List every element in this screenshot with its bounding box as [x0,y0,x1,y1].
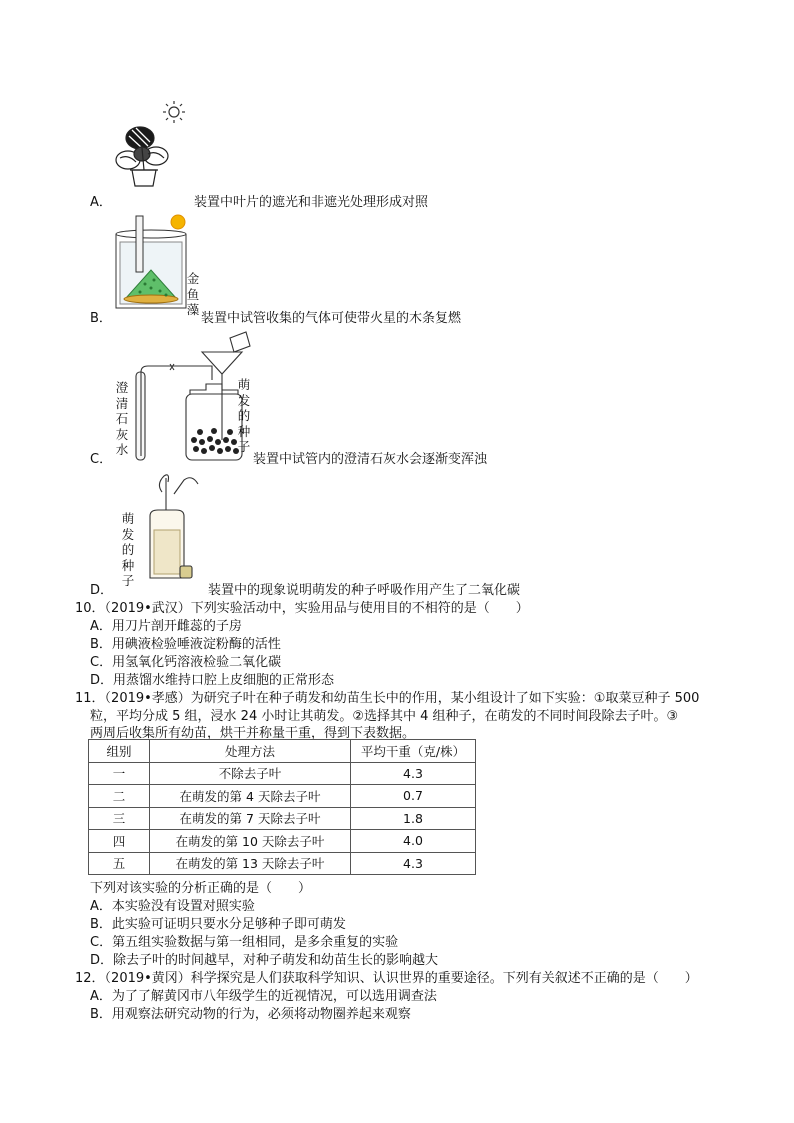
table-cell: 一 [89,762,150,785]
q11-question: 下列对该实验的分析正确的是（ ） [90,881,312,896]
q11-option-d: D．除去子叶的时间越早，对种子萌发和幼苗生长的影响越大 [90,953,439,968]
lime-water-label: 澄清石灰水 [115,380,129,457]
results-table [88,739,476,875]
q10-stem: 10．（2019•武汉）下列实验活动中，实验用品与使用目的不相符的是（ ） [75,601,529,616]
plant-shading-illustration [112,98,192,190]
q11-stem-line3: 两周后收集所有幼苗，烘干并称量干重，得到下表数据。 [90,726,416,741]
table-cell: 4.0 [351,830,476,853]
table-row [89,830,476,853]
table-row [89,807,476,830]
table-cell: 0.7 [351,785,476,808]
table-cell: 不除去子叶 [150,762,351,785]
q11-option-a: A．本实验没有设置对照实验 [90,899,255,914]
aquatic-plant-label: 金鱼藻 [186,271,200,317]
q12-option-b: B．用观察法研究动物的行为，必须将动物圈养起来观察 [90,1007,411,1022]
table-row [89,785,476,808]
table-cell: 四 [89,830,150,853]
aquatic-plant-beaker-illustration [110,212,190,312]
germinating-seeds-label-c: 萌发的种子 [237,377,251,454]
option-c-text: 装置中试管内的澄清石灰水会逐渐变浑浊 [253,452,488,467]
table-cell: 在萌发的第 13 天除去子叶 [150,852,351,875]
table-cell: 在萌发的第 10 天除去子叶 [150,830,351,853]
table-header: 组别 [89,740,150,763]
option-a-letter: A． [90,195,112,210]
table-cell: 在萌发的第 7 天除去子叶 [150,807,351,830]
option-a-text: 装置中叶片的遮光和非遮光处理形成对照 [194,195,429,210]
q11-option-c: C．第五组实验数据与第一组相同，是多余重复的实验 [90,935,399,950]
q10-option-d: D．用蒸馏水维持口腔上皮细胞的正常形态 [90,673,335,688]
table-header-row [89,740,476,763]
table-header: 平均干重（克/株） [351,740,476,763]
sun-icon [163,101,185,123]
q10-option-a: A．用刀片剖开雌蕊的子房 [90,619,242,634]
option-c-letter: C． [90,452,113,467]
option-d-text: 装置中的现象说明萌发的种子呼吸作用产生了二氧化碳 [208,583,521,598]
table-cell: 在萌发的第 4 天除去子叶 [150,785,351,808]
q10-option-c: C．用氢氧化钙溶液检验二氧化碳 [90,655,282,670]
table-cell: 1.8 [351,807,476,830]
table-row [89,852,476,875]
q10-option-b: B．用碘液检验唾液淀粉酶的活性 [90,637,281,652]
table-cell: 4.3 [351,762,476,785]
table-cell: 三 [89,807,150,830]
option-b-letter: B． [90,311,112,326]
table-header: 处理方法 [150,740,351,763]
option-d-letter: D． [90,583,114,598]
table-cell: 二 [89,785,150,808]
q11-option-b: B．此实验可证明只要水分足够种子即可萌发 [90,917,346,932]
option-b-text: 装置中试管收集的气体可使带火星的木条复燃 [201,311,462,326]
candle-jar-illustration [140,470,205,585]
table-cell: 五 [89,852,150,875]
q11-stem-line1: 11．（2019•孝感）为研究子叶在种子萌发和幼苗生长中的作用，某小组设计了如下实验：①取菜豆种子 500 [75,691,700,706]
q12-stem: 12．（2019•黄冈）科学探究是人们获取科学知识、认识世界的重要途径。下列有关叙述不正确的是（ ） [75,971,698,986]
sun-icon [171,215,185,229]
germinating-seeds-label-d: 萌发的种子 [121,511,135,588]
table-cell: 4.3 [351,852,476,875]
q11-stem-line2: 粒，平均分成 5 组，浸水 24 小时让其萌发。②选择其中 4 组种子，在萌发的不同时间段除去子叶。③ [90,709,679,724]
table-row [89,762,476,785]
q12-option-a: A．为了了解黄冈市八年级学生的近视情况，可以选用调查法 [90,989,437,1004]
